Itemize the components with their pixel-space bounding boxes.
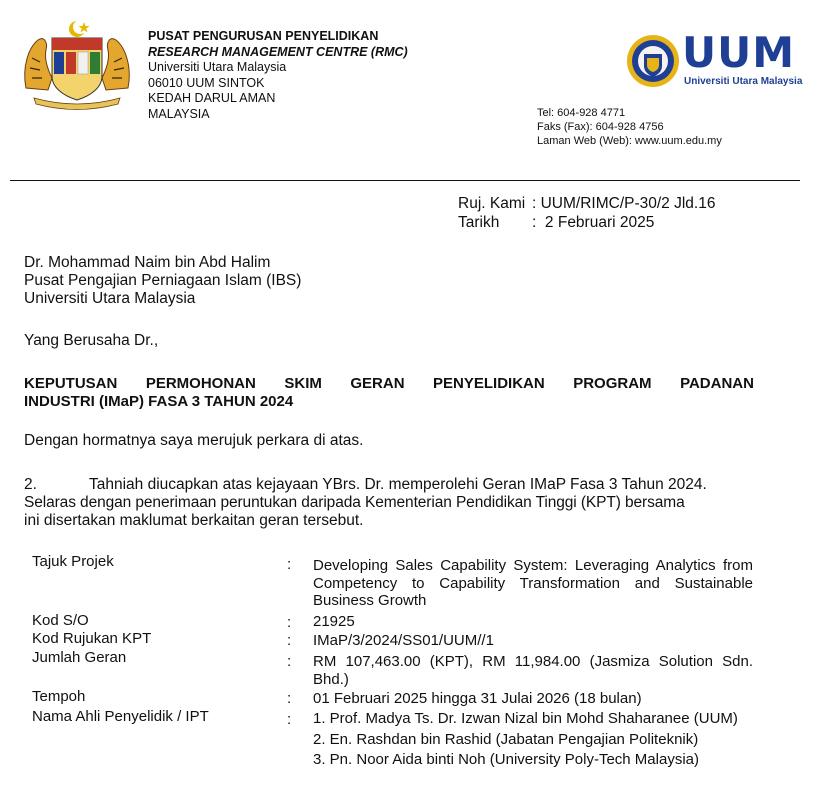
paragraph-number: 2.: [24, 476, 37, 493]
malaysia-crest-icon: [18, 18, 136, 110]
reference-value: : UUM/RIMC/P-30/2 Jld.16: [532, 195, 716, 212]
recipient-name: Dr. Mohammad Naim bin Abd Halim: [24, 254, 271, 271]
subject-line-1: KEPUTUSAN PERMOHONAN SKIM GERAN PENYELIDIKAN PROGRAM PADANAN: [24, 375, 754, 392]
researchers-label: Nama Ahli Penyelidik / IPT: [32, 708, 209, 725]
period-value: 01 Februari 2025 hingga 31 Julai 2026 (18 bulan): [313, 690, 642, 707]
subject-line-2: INDUSTRI (IMaP) FASA 3 TAHUN 2024: [24, 393, 294, 410]
colon: :: [287, 690, 292, 707]
project-title-label: Tajuk Projek: [32, 553, 114, 570]
address-line: KEDAH DARUL AMAN: [148, 91, 276, 105]
uum-logo-subtext: Universiti Utara Malaysia: [684, 76, 803, 87]
contact-info: [537, 106, 797, 148]
date-value: : 2 Februari 2025: [532, 214, 655, 231]
researcher-item: 3. Pn. Noor Aida binti Noh (University Poly-Tech Malaysia): [313, 751, 699, 768]
so-code-value: 21925: [313, 613, 355, 630]
researchers-list: [313, 710, 753, 769]
period-label: Tempoh: [32, 688, 86, 705]
researcher-item: 2. En. Rashdan bin Rashid (Jabatan Pengajian Politeknik): [313, 730, 699, 748]
fax: Faks (Fax): 604-928 4756: [537, 121, 664, 133]
uum-logo: [626, 28, 803, 92]
kpt-reference-label: Kod Rujukan KPT: [32, 630, 152, 647]
grant-amount-label: Jumlah Geran: [32, 649, 127, 666]
reference-label: Ruj. Kami: [458, 195, 526, 212]
recipient-address: [24, 254, 524, 308]
date-label: Tarikh: [458, 214, 500, 231]
subject-heading: [24, 375, 754, 411]
colon: :: [287, 711, 292, 728]
project-title-value: Developing Sales Capability System: Leveraging Analytics from Competency to Capability Transformation and Sustainable Business Growth: [313, 557, 753, 609]
reference-block: [458, 195, 788, 233]
telephone: Tel: 604-928 4771: [537, 107, 626, 119]
header-organization: [148, 29, 468, 122]
kpt-reference-value: IMaP/3/2024/SS01/UUM//1: [313, 632, 494, 649]
address-line: MALAYSIA: [148, 106, 210, 121]
header-divider: [10, 180, 800, 181]
uum-logo-text: UUM: [682, 28, 796, 77]
researcher-item: 1. Prof. Madya Ts. Dr. Izwan Nizal bin Mohd Shaharanee (UUM): [313, 710, 738, 727]
org-name-english: RESEARCH MANAGEMENT CENTRE (RMC): [148, 44, 408, 59]
salutation: Yang Berusaha Dr.,: [24, 332, 159, 349]
address-line: Universiti Utara Malaysia: [148, 60, 287, 74]
so-code-label: Kod S/O: [32, 612, 89, 629]
colon: :: [287, 632, 292, 649]
recipient-institution: Universiti Utara Malaysia: [24, 290, 196, 307]
paragraph-1: Dengan hormatnya saya merujuk perkara di atas.: [24, 432, 364, 449]
website: Laman Web (Web): www.uum.edu.my: [537, 135, 722, 147]
colon: :: [287, 556, 292, 573]
address-line: 06010 UUM SINTOK: [148, 75, 265, 90]
colon: :: [287, 614, 292, 631]
grant-amount-value: RM 107,463.00 (KPT), RM 11,984.00 (Jasmiza Solution Sdn. Bhd.): [313, 653, 753, 688]
uum-emblem-icon: [626, 32, 680, 90]
colon: :: [287, 653, 292, 670]
recipient-department: Pusat Pengajian Perniagaan Islam (IBS): [24, 272, 302, 289]
paragraph-2: 2. Tahniah diucapkan atas kejayaan YBrs. Dr. memperolehi Geran IMaP Fasa 3 Tahun 2024. Selaras dengan penerimaan peruntukan daripada Kementerian Pendidikan Tinggi (KPT) bersama ini disertakan maklumat berkaitan geran tersebut.: [24, 476, 707, 529]
org-name-malay: PUSAT PENGURUSAN PENYELIDIKAN: [148, 29, 379, 43]
